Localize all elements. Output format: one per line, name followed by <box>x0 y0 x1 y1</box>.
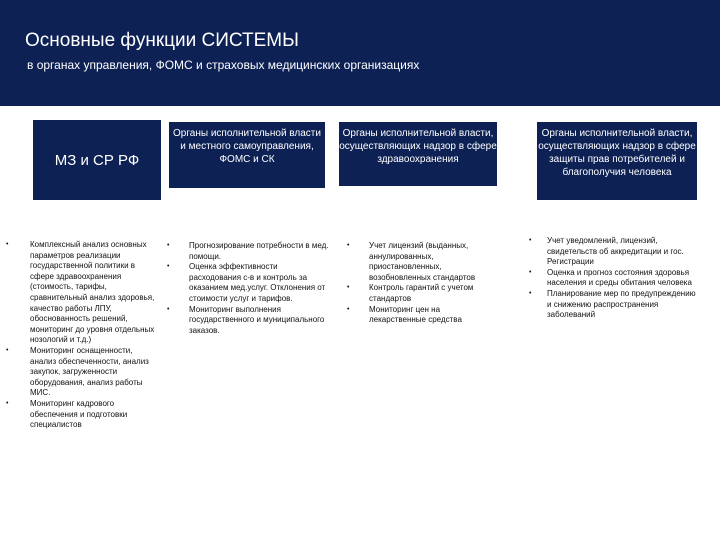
list-item: • Учет уведомлений, лицензий, свидетельств об аккредитации и гос. Регистрации <box>547 236 697 268</box>
page-subtitle: в органах управления, ФОМС и страховых медицинских организациях <box>27 58 420 72</box>
heading-box-local-authorities: Органы исполнительной власти и местного самоуправления, ФОМС и СК <box>169 122 325 188</box>
list-item: • Оценка эффективности расходования с-в и контроль за оказанием мед.услуг. Отклонения от стоимости услуг и тарифов. <box>189 262 329 304</box>
list-item: • Мониторинг выполнения государственного и муниципального заказов. <box>189 305 329 337</box>
header-banner <box>0 0 720 106</box>
functions-list-consumer-rights <box>547 236 697 321</box>
list-item: • Мониторинг цен на лекарственные средства <box>369 305 499 326</box>
list-item: • Комплексный анализ основных параметров реализации государственной политики в сфере здравоохранения (стоимость, тарифы, сравнительный анализ здоровья, качество работы ЛПУ, обоснованность решений, мониторинг до уровня отдельных нозологий и т.д.) <box>30 240 155 346</box>
list-item: • Мониторинг оснащенности, анализ обеспеченности, анализ закупок, загруженности оборудования, анализ работы МИС. <box>30 346 155 399</box>
list-item: • Планирование мер по предупреждению и снижению распространения заболеваний <box>547 289 697 321</box>
list-item: • Учет лицензий (выданных, аннулированных, приостановленных, возобновленных стандартов <box>369 241 499 283</box>
heading-mz-label: МЗ и СР РФ <box>54 151 140 169</box>
heading-box-consumer-rights: Органы исполнительной власти, осуществляющих надзор в сфере защиты прав потребителей и благополучия человека <box>537 122 697 200</box>
page-title: Основные функции СИСТЕМЫ <box>25 30 299 51</box>
functions-list-local-authorities <box>189 241 329 336</box>
functions-list-mz <box>30 240 155 431</box>
list-item: • Оценка и прогноз состояния здоровья населения и среды обитания человека <box>547 268 697 289</box>
list-item: • Контроль гарантий с учетом стандартов <box>369 283 499 304</box>
list-item: • Мониторинг кадрового обеспечения и подготовки специалистов <box>30 399 155 431</box>
functions-list-health-supervision <box>369 241 499 326</box>
list-item: • Прогнозирование потребности в мед. помощи. <box>189 241 329 262</box>
heading-box-health-supervision: Органы исполнительной власти, осуществляющих надзор в сфере здравоохранения <box>339 122 497 186</box>
heading-box-mz <box>33 120 161 200</box>
